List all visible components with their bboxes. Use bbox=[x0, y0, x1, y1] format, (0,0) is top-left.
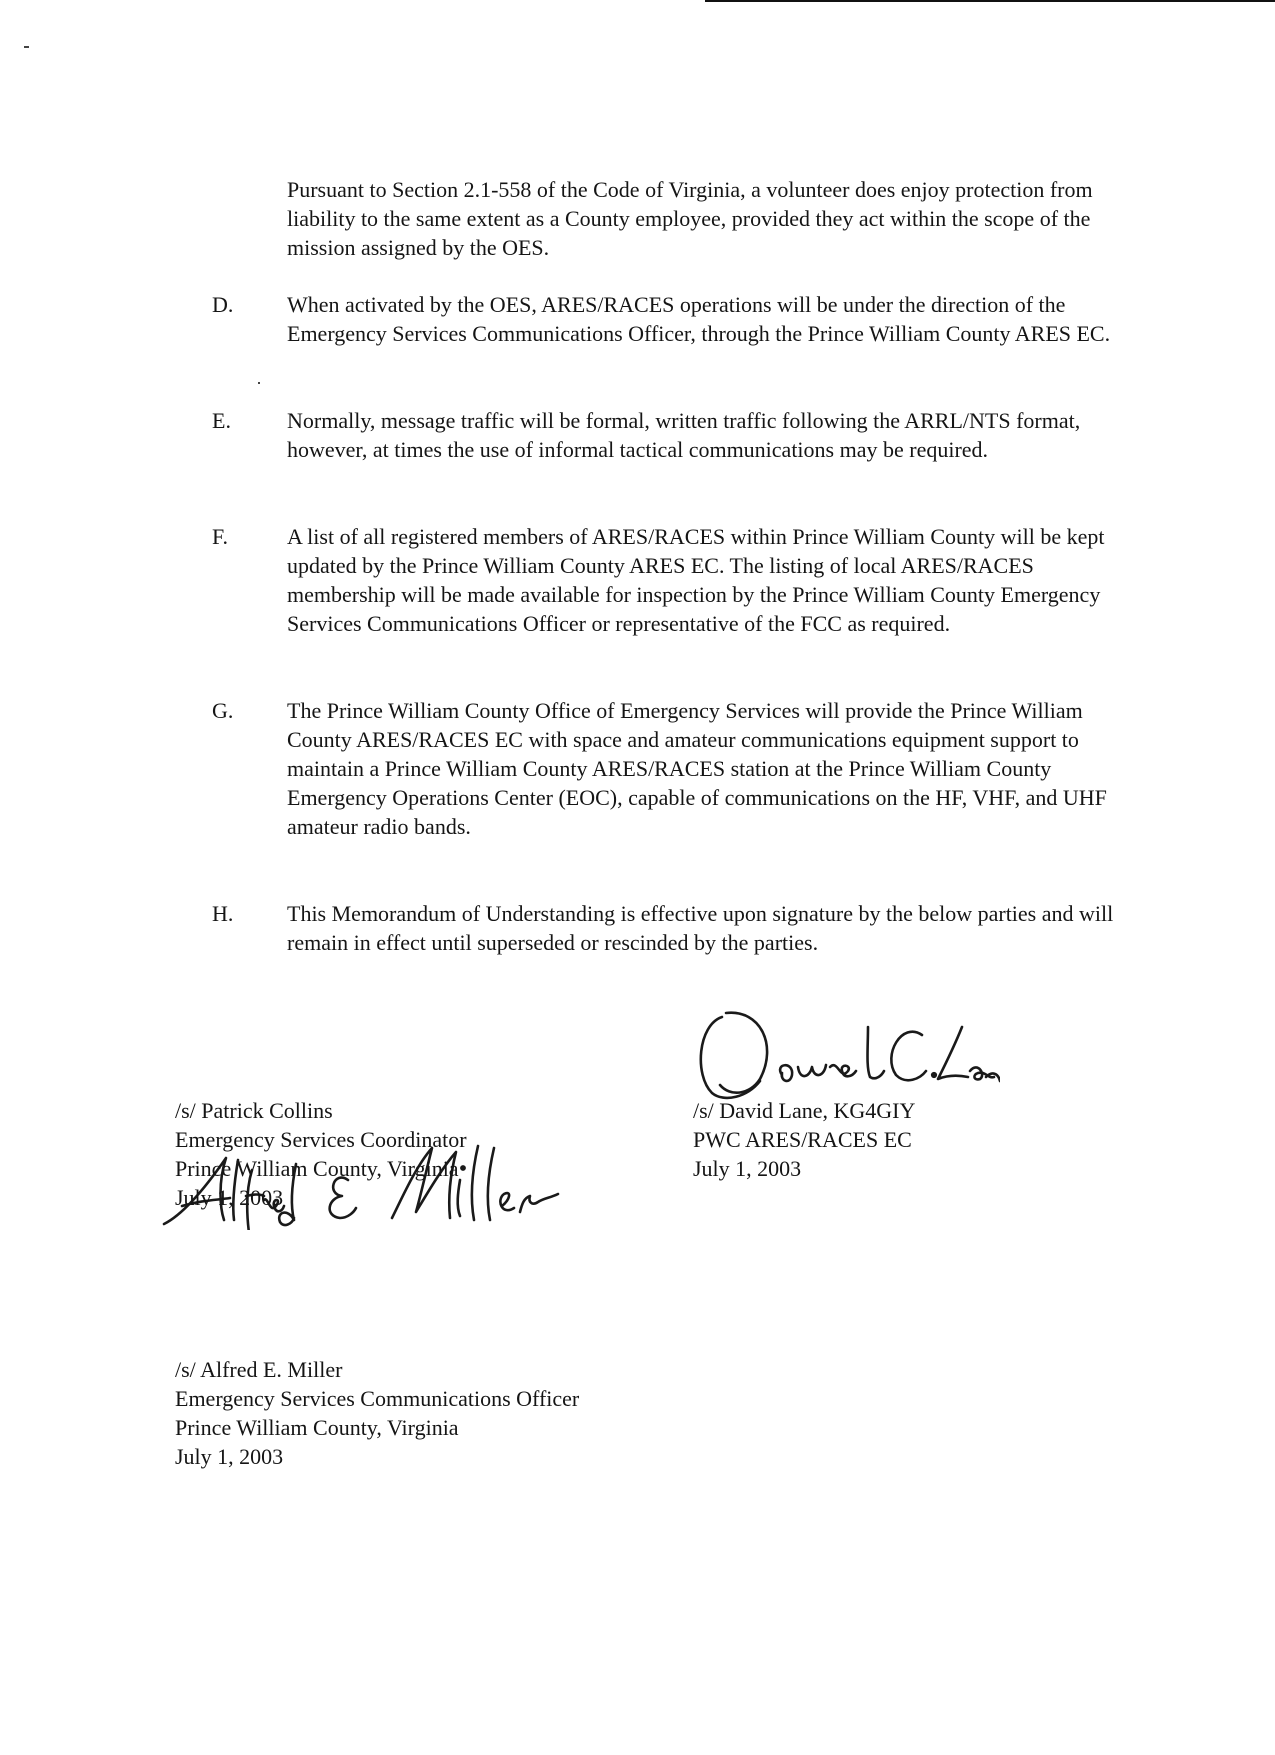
signature-block-collins bbox=[175, 1096, 467, 1212]
signer-organization: Prince William County, Virginia bbox=[175, 1156, 459, 1181]
signer-name: /s/ Patrick Collins bbox=[175, 1098, 333, 1123]
item-letter: E. bbox=[212, 408, 231, 433]
header-rule bbox=[705, 0, 1275, 2]
item-text: The Prince William County Office of Emergency Services will provide the Prince William County ARES/RACES EC with space and amateur communications equipment support to maintain a Prince William County ARES/RACES station at the Prince William County Emergency Operations Center (EOC), capable of communications on the HF, VHF, and UHF amateur radio bands. bbox=[287, 698, 1107, 839]
signer-title: Emergency Services Communications Officer bbox=[175, 1386, 580, 1411]
intro-paragraph: Pursuant to Section 2.1-558 of the Code of Virginia, a volunteer does enjoy protection from liability to the same extent as a County employee, provided they act within the scope of the mission assigned by the OES. bbox=[287, 177, 1093, 260]
item-letter: G. bbox=[212, 698, 234, 723]
item-text: Normally, message traffic will be formal, written traffic following the ARRL/NTS format, however, at times the use of informal tactical communications may be required. bbox=[287, 408, 1081, 462]
item-text: When activated by the OES, ARES/RACES operations will be under the direction of the Emergency Services Communications Officer, through the Prince William County ARES EC. bbox=[287, 292, 1111, 346]
item-text: This Memorandum of Understanding is effective upon signature by the below parties and will remain in effect until superseded or rescinded by the parties. bbox=[287, 901, 1114, 955]
item-letter: F. bbox=[212, 524, 228, 549]
signature-date: July 1, 2003 bbox=[175, 1185, 284, 1210]
signer-name: /s/ David Lane, KG4GIY bbox=[693, 1098, 916, 1123]
item-text: A list of all registered members of ARES/RACES within Prince William County will be kept updated by the Prince William County ARES EC. The listing of local ARES/RACES membership will be made available for inspection by the Prince William County Emergency Services Communications Officer or representative of the FCC as required. bbox=[287, 524, 1105, 636]
signer-organization: Prince William County, Virginia bbox=[175, 1415, 459, 1440]
item-letter: D. bbox=[212, 292, 234, 317]
signature-block-lane bbox=[693, 1096, 915, 1183]
signer-title: Emergency Services Coordinator bbox=[175, 1127, 467, 1152]
signer-title: PWC ARES/RACES EC bbox=[693, 1127, 912, 1152]
signature-date: July 1, 2003 bbox=[175, 1444, 284, 1469]
signer-name: /s/ Alfred E. Miller bbox=[175, 1357, 343, 1382]
item-letter: H. bbox=[212, 901, 234, 926]
scan-mark bbox=[258, 382, 260, 384]
signature-date: July 1, 2003 bbox=[693, 1156, 802, 1181]
signature-block-miller bbox=[175, 1355, 579, 1471]
scan-mark bbox=[24, 46, 29, 48]
